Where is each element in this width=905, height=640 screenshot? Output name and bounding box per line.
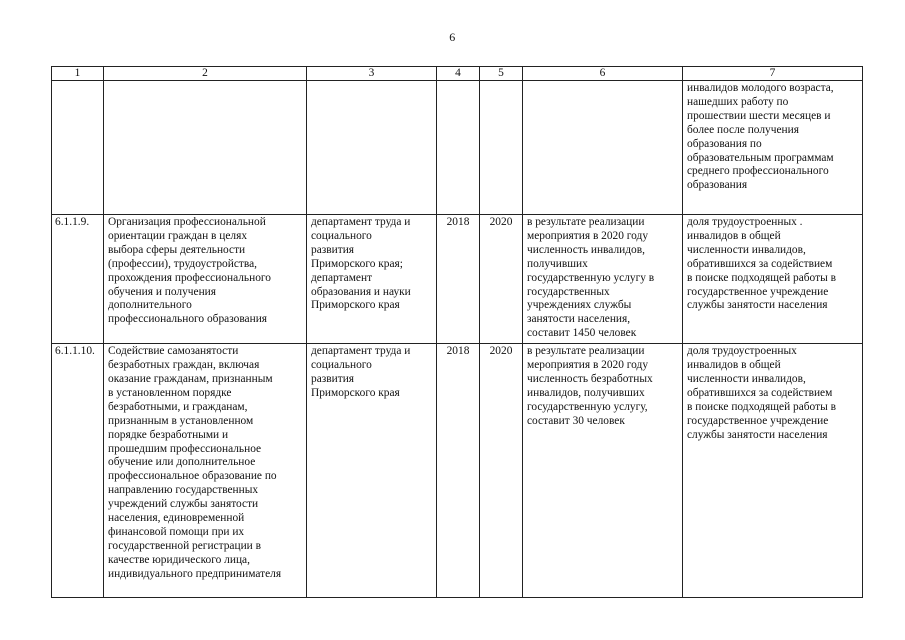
text-line: финансовой помощи при их (108, 525, 245, 538)
text-line: инвалидов в общей (687, 359, 781, 372)
text-line: профессионального образования (108, 313, 268, 326)
text-line: (профессии), трудоустройства, (108, 257, 258, 270)
table-row (52, 215, 863, 344)
text-line: государственную услугу в (527, 271, 655, 284)
text-line: департамент (311, 271, 373, 284)
text-line: учреждениях службы (527, 299, 632, 312)
text-line: обучения и получения (108, 285, 216, 298)
page-number: 6 (449, 30, 456, 44)
text-line: в установленном порядке (108, 386, 232, 399)
cell-empty (480, 81, 523, 215)
text-line: мероприятия в 2020 году (527, 229, 649, 242)
cell-result (523, 344, 683, 598)
text-line: государственную услугу, (527, 400, 648, 413)
text-line: составит 30 человек (527, 414, 625, 427)
text-line: качестве юридического лица, (108, 553, 250, 566)
text-line: численность безработных (527, 372, 653, 385)
text-line: в результате реализации (527, 345, 645, 358)
text-line: получивших (527, 257, 588, 270)
text-line: выбора сферы деятельности (108, 243, 246, 256)
cell-start-year: 2018 (437, 215, 480, 344)
text-line: инвалидов, получивших (527, 386, 645, 399)
text-line: инвалидов молодого возраста, (687, 82, 834, 94)
cell-empty (104, 81, 307, 215)
header-col-7: 7 (683, 67, 863, 81)
cell-item-number: 6.1.1.10. (52, 344, 104, 598)
cell-event (104, 344, 307, 598)
text-line: в результате реализации (527, 216, 645, 228)
cell-result (523, 215, 683, 344)
text-line: социального (311, 359, 372, 372)
text-line: порядке безработными и (108, 428, 229, 441)
text-line: образования и науки (311, 285, 411, 298)
text-line: службы занятости населения (687, 428, 828, 441)
text-line: службы занятости населения (687, 299, 828, 312)
cell-item-number: 6.1.1.9. (52, 215, 104, 344)
text-line: развития (311, 243, 355, 256)
text-line: профессиональное образование по (108, 470, 277, 483)
cell-executor (307, 215, 437, 344)
text-line: в поиске подходящей работы в (687, 400, 836, 413)
text-line: численности инвалидов, (687, 243, 806, 256)
cell-indicator (683, 215, 863, 344)
text-line: прохождения профессионального (108, 271, 271, 284)
text-line: мероприятия в 2020 году (527, 359, 649, 372)
header-col-1: 1 (52, 67, 104, 81)
cell-executor (307, 344, 437, 598)
text-line: государственное учреждение (687, 285, 829, 298)
text-line: обратившихся за содействием (687, 386, 833, 399)
text-line: Приморского края (311, 386, 400, 399)
text-line: численности инвалидов, (687, 372, 806, 385)
cell-start-year: 2018 (437, 344, 480, 598)
text-line: департамент труда и (311, 216, 411, 228)
program-activities-table (51, 66, 863, 598)
text-line: безработных граждан, включая (108, 359, 260, 372)
header-col-5: 5 (480, 67, 523, 81)
cell-empty (52, 81, 104, 215)
text-line: социального (311, 229, 372, 242)
text-line: населения, единовременной (108, 512, 245, 525)
text-line: более после получения (687, 123, 799, 136)
text-line: обратившихся за содействием (687, 257, 833, 270)
text-line: индивидуального предпринимателя (108, 567, 282, 580)
text-line: государственной регистрации в (108, 539, 261, 552)
text-line: Приморского края (311, 299, 400, 312)
cell-end-year: 2020 (480, 344, 523, 598)
cell-empty (437, 81, 480, 215)
cell-indicator-continued (683, 81, 863, 215)
text-line: инвалидов в общей (687, 229, 781, 242)
text-line: департамент труда и (311, 345, 411, 358)
text-line: прошедшим профессиональное (108, 442, 262, 455)
cell-indicator (683, 344, 863, 598)
text-line: ориентации граждан в целях (108, 229, 248, 242)
cell-empty (523, 81, 683, 215)
text-line: Приморского края; (311, 257, 403, 270)
table-row (52, 344, 863, 598)
header-col-2: 2 (104, 67, 307, 81)
cell-event (104, 215, 307, 344)
text-line: оказание гражданам, признанным (108, 372, 273, 385)
text-line: образования (687, 179, 748, 192)
text-line: Содействие самозанятости (108, 345, 239, 358)
text-line: занятости населения, (527, 313, 631, 326)
text-line: прошествии шести месяцев и (687, 109, 831, 122)
text-line: среднего профессионального (687, 165, 829, 178)
text-line: численность инвалидов, (527, 243, 645, 256)
text-line: безработными, и гражданам, (108, 400, 248, 413)
text-line: направлению государственных (108, 484, 259, 497)
text-line: признанным в установленном (108, 414, 254, 427)
header-row (52, 67, 863, 81)
text-line: развития (311, 372, 355, 385)
text-line: обучение или дополнительное (108, 456, 256, 469)
text-line: учреждений службы занятости (108, 498, 259, 511)
cell-empty (307, 81, 437, 215)
text-line: образовательным программам (687, 151, 834, 164)
header-col-4: 4 (437, 67, 480, 81)
continuation-row (52, 81, 863, 215)
text-line: доля трудоустроенных . (687, 216, 803, 228)
text-line: Организация профессиональной (108, 216, 266, 228)
text-line: дополнительного (108, 299, 192, 312)
header-col-3: 3 (307, 67, 437, 81)
text-line: составит 1450 человек (527, 327, 637, 340)
text-line: образования по (687, 137, 762, 150)
text-line: нашедших работу по (687, 95, 789, 108)
text-line: государственных (527, 285, 610, 298)
text-line: в поиске подходящей работы в (687, 271, 836, 284)
text-line: доля трудоустроенных (687, 345, 797, 358)
header-col-6: 6 (523, 67, 683, 81)
text-line: государственное учреждение (687, 414, 829, 427)
cell-end-year: 2020 (480, 215, 523, 344)
